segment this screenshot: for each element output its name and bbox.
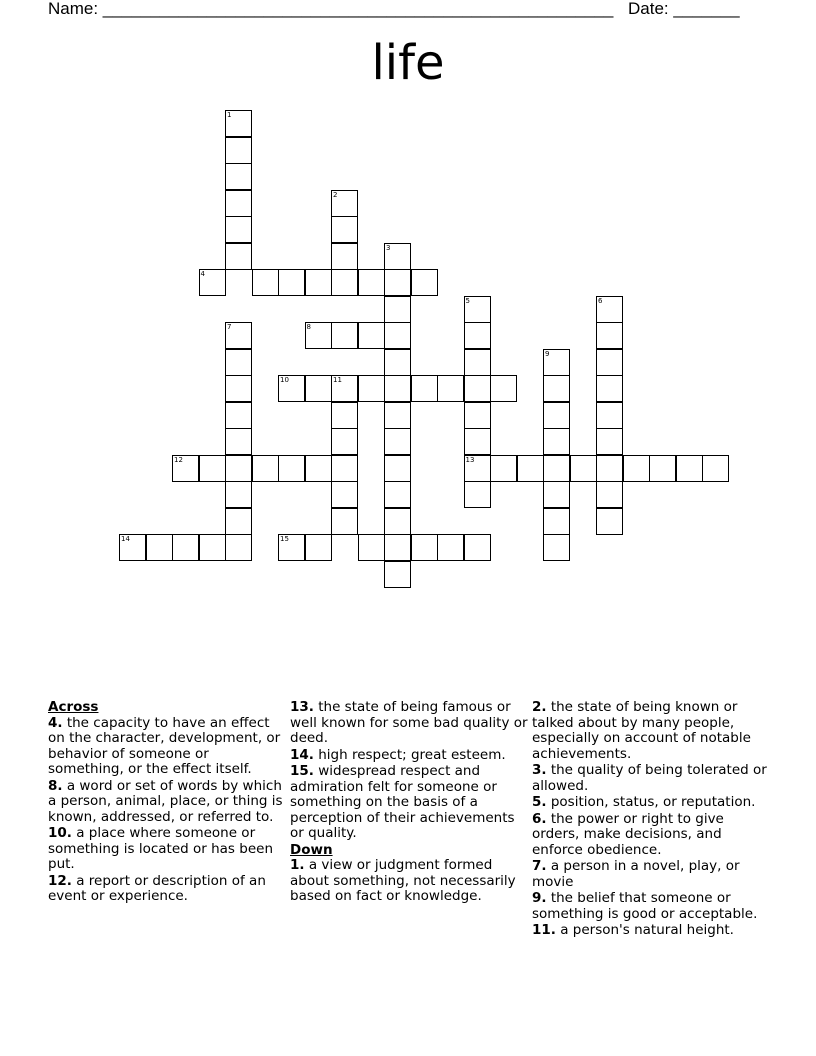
grid-cell[interactable] — [543, 375, 570, 402]
clue-number: 3. — [532, 762, 547, 778]
grid-cell[interactable] — [543, 349, 570, 376]
clue-number-label: 2 — [333, 190, 338, 199]
grid-cell[interactable] — [225, 137, 252, 164]
grid-cell[interactable] — [119, 534, 146, 561]
grid-cell[interactable] — [305, 322, 332, 349]
clue-number: 11. — [532, 922, 556, 938]
clue-number-label: 15 — [280, 535, 289, 543]
grid-cell[interactable] — [225, 243, 252, 270]
clue-down-11 — [532, 923, 770, 939]
grid-cell[interactable] — [331, 402, 358, 429]
grid-cell[interactable] — [384, 269, 411, 296]
grid-cell[interactable] — [543, 534, 570, 561]
grid-cell[interactable] — [225, 322, 252, 349]
clue-across-13 — [290, 700, 528, 747]
grid-cell[interactable] — [199, 269, 226, 296]
grid-cell[interactable] — [570, 455, 597, 482]
clue-across-14 — [290, 748, 528, 764]
grid-cell[interactable] — [384, 428, 411, 455]
grid-cell[interactable] — [225, 508, 252, 535]
clues-column-2 — [290, 700, 528, 906]
grid-cell[interactable] — [252, 455, 279, 482]
clues-column-3 — [532, 700, 770, 940]
grid-cell[interactable] — [331, 428, 358, 455]
grid-cell[interactable] — [490, 455, 517, 482]
grid-cell[interactable] — [543, 428, 570, 455]
grid-cell[interactable] — [172, 455, 199, 482]
grid-cell[interactable] — [305, 455, 332, 482]
clue-number-label: 6 — [598, 296, 603, 305]
clue-number-label: 11 — [333, 376, 342, 384]
grid-cell[interactable] — [623, 455, 650, 482]
grid-cell[interactable] — [490, 375, 517, 402]
grid-cell[interactable] — [384, 375, 411, 402]
clue-text: the capacity to have an effect on the character, development, or behavior of someone or something, or the effect itself. — [48, 714, 281, 777]
grid-cell[interactable] — [331, 375, 358, 402]
grid-cell[interactable] — [464, 402, 491, 429]
grid-cell[interactable] — [331, 243, 358, 270]
clue-number-label: 5 — [465, 296, 470, 305]
clue-number-label: 3 — [386, 243, 391, 252]
grid-cell[interactable] — [596, 481, 623, 508]
clue-down-7 — [532, 859, 770, 890]
clue-across-12 — [48, 874, 286, 905]
grid-cell[interactable] — [278, 375, 305, 402]
grid-cell[interactable] — [225, 375, 252, 402]
grid-cell[interactable] — [225, 428, 252, 455]
grid-cell[interactable] — [199, 534, 226, 561]
grid-cell[interactable] — [411, 375, 438, 402]
grid-cell[interactable] — [225, 216, 252, 243]
clue-across-10 — [48, 826, 286, 873]
grid-cell[interactable] — [199, 455, 226, 482]
grid-cell[interactable] — [358, 269, 385, 296]
grid-cell[interactable] — [384, 243, 411, 270]
clue-text: widespread respect and admiration felt for someone or something on the basis of a perception of their achievements or quality. — [290, 763, 515, 841]
clue-number-label: 4 — [200, 270, 205, 278]
grid-cell[interactable] — [172, 534, 199, 561]
grid-cell[interactable] — [384, 402, 411, 429]
grid-cell[interactable] — [596, 322, 623, 349]
clue-text: position, status, or reputation. — [550, 794, 756, 810]
grid-cell[interactable] — [596, 508, 623, 535]
clue-number: 6. — [532, 810, 547, 827]
clue-across-8 — [48, 779, 286, 826]
clue-text: a person in a novel, play, or movie — [532, 858, 740, 890]
grid-cell[interactable] — [225, 349, 252, 376]
clue-number: 2. — [532, 699, 547, 715]
grid-cell[interactable] — [305, 269, 332, 296]
grid-cell[interactable] — [517, 455, 544, 482]
grid-cell[interactable] — [225, 481, 252, 508]
grid-cell[interactable] — [464, 534, 491, 561]
grid-cell[interactable] — [331, 190, 358, 217]
clue-number-label: 10 — [280, 376, 289, 384]
grid-cell[interactable] — [702, 455, 729, 482]
clue-down-1 — [290, 858, 528, 905]
clue-text: a report or description of an event or experience. — [48, 872, 266, 904]
grid-cell[interactable] — [384, 322, 411, 349]
grid-cell[interactable] — [225, 534, 252, 561]
clue-number: 9. — [532, 890, 547, 906]
grid-cell[interactable] — [596, 349, 623, 376]
clue-text: the quality of being tolerated or allowed. — [532, 762, 767, 794]
clue-text: the belief that someone or something is good or acceptable. — [532, 890, 758, 922]
clue-number: 13. — [290, 699, 314, 715]
clue-down-9 — [532, 891, 770, 922]
grid-cell[interactable] — [331, 508, 358, 535]
grid-cell[interactable] — [331, 455, 358, 482]
grid-cell[interactable] — [464, 481, 491, 508]
clue-text: high respect; great esteem. — [318, 746, 506, 763]
clue-text: a person's natural height. — [560, 922, 734, 938]
clue-number-label: 9 — [545, 349, 550, 358]
grid-cell[interactable] — [278, 534, 305, 561]
clue-number-label: 12 — [174, 455, 183, 464]
grid-cell[interactable] — [384, 508, 411, 535]
grid-cell[interactable] — [543, 508, 570, 535]
puzzle-title: life — [371, 35, 445, 91]
clue-number-label: 13 — [465, 455, 475, 464]
grid-cell[interactable] — [384, 455, 411, 482]
clue-text: a place where someone or something is located or has been put. — [48, 825, 273, 872]
grid-cell[interactable] — [252, 269, 279, 296]
grid-cell[interactable] — [596, 375, 623, 402]
grid-cell[interactable] — [464, 296, 491, 323]
grid-cell[interactable] — [278, 269, 305, 296]
clue-number-label: 1 — [227, 111, 232, 119]
clue-number: 8. — [48, 777, 63, 794]
grid-cell[interactable] — [384, 481, 411, 508]
grid-cell[interactable] — [543, 481, 570, 508]
clue-down-2 — [532, 700, 770, 762]
grid-cell[interactable] — [146, 534, 173, 561]
grid-cell[interactable] — [543, 455, 570, 482]
grid-cell[interactable] — [464, 349, 491, 376]
grid-cell[interactable] — [358, 375, 385, 402]
grid-cell[interactable] — [437, 534, 464, 561]
grid-cell[interactable] — [225, 190, 252, 217]
grid-cell[interactable] — [384, 534, 411, 561]
grid-cell[interactable] — [411, 269, 438, 296]
clue-number: 1. — [290, 857, 305, 873]
grid-cell[interactable] — [358, 534, 385, 561]
grid-cell[interactable] — [464, 455, 491, 482]
clue-number: 14. — [290, 746, 314, 763]
grid-cell[interactable] — [649, 455, 676, 482]
grid-cell[interactable] — [676, 455, 703, 482]
grid-cell[interactable] — [464, 322, 491, 349]
clue-down-6 — [532, 812, 770, 859]
clue-text: the state of being famous or well known for some bad quality or deed. — [290, 699, 528, 746]
clue-down-5 — [532, 795, 770, 811]
grid-cell[interactable] — [278, 455, 305, 482]
clue-text: a view or judgment formed about something, not necessarily based on fact or knowledge. — [290, 857, 516, 904]
grid-cell[interactable] — [596, 296, 623, 323]
down-heading: Down — [290, 841, 333, 858]
name-field-label: Name: ______________________________________________________ — [48, 0, 614, 18]
clue-number: 5. — [532, 794, 547, 810]
date-field-label: Date: _______ — [628, 0, 740, 18]
grid-cell[interactable] — [331, 322, 358, 349]
clue-across-4 — [48, 716, 286, 778]
clue-text: a word or set of words by which a person, animal, place, or thing is known, addressed, or referred to. — [48, 777, 283, 825]
grid-cell[interactable] — [543, 402, 570, 429]
grid-cell[interactable] — [331, 216, 358, 243]
clue-text: the state of being known or talked about by many people, especially on account of notable achievements. — [532, 699, 751, 762]
grid-cell[interactable] — [596, 428, 623, 455]
clue-number: 15. — [290, 763, 314, 779]
grid-cell[interactable] — [384, 349, 411, 376]
grid-cell[interactable] — [384, 296, 411, 323]
clue-number-label: 14 — [121, 535, 130, 543]
grid-cell[interactable] — [437, 375, 464, 402]
clue-number: 10. — [48, 825, 72, 841]
grid-cell[interactable] — [331, 269, 358, 296]
grid-cell[interactable] — [384, 561, 411, 588]
grid-cell[interactable] — [464, 428, 491, 455]
grid-cell[interactable] — [225, 402, 252, 429]
grid-cell[interactable] — [225, 110, 252, 137]
grid-cell[interactable] — [305, 375, 332, 402]
clues-column-1 — [48, 700, 286, 906]
clue-text: the power or right to give orders, make decisions, and enforce obedience. — [532, 810, 724, 858]
grid-cell[interactable] — [596, 455, 623, 482]
grid-cell[interactable] — [305, 534, 332, 561]
grid-cell[interactable] — [411, 534, 438, 561]
across-heading: Across — [48, 699, 99, 715]
grid-cell[interactable] — [225, 163, 252, 190]
grid-cell[interactable] — [464, 375, 491, 402]
clue-number-label: 8 — [306, 323, 311, 331]
clue-number: 12. — [48, 872, 72, 889]
grid-cell[interactable] — [331, 481, 358, 508]
clue-across-15 — [290, 764, 528, 842]
clue-number: 4. — [48, 714, 63, 731]
clue-number: 7. — [532, 858, 547, 874]
grid-cell[interactable] — [358, 322, 385, 349]
clue-down-3 — [532, 763, 770, 794]
grid-cell[interactable] — [225, 455, 252, 482]
clue-number-label: 7 — [227, 323, 232, 331]
grid-cell[interactable] — [596, 402, 623, 429]
